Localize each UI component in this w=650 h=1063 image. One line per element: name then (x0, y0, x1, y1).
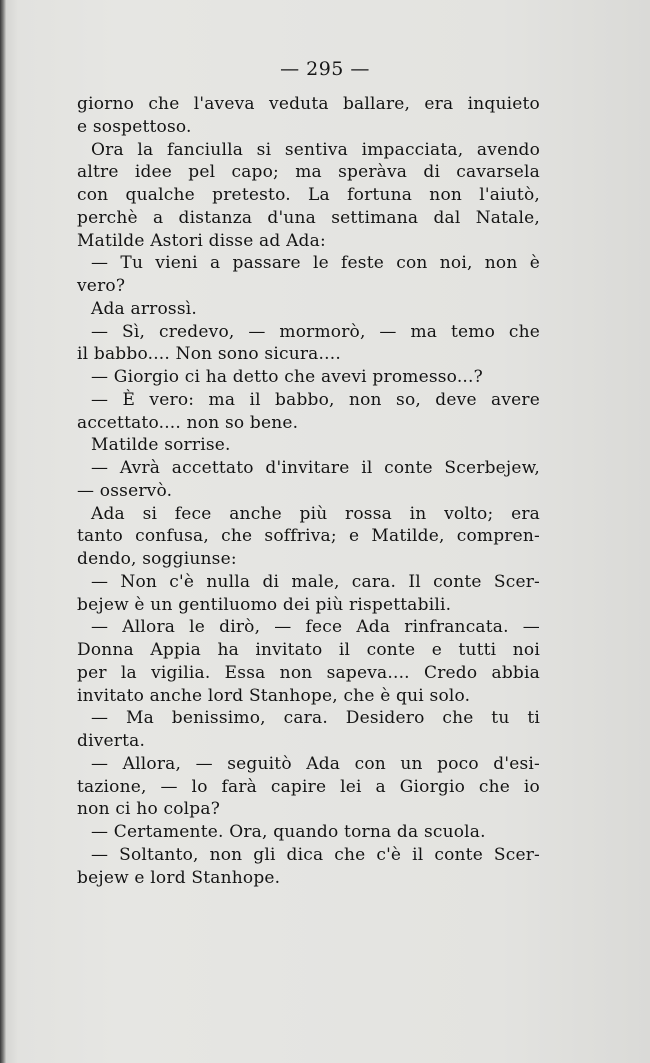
text-line: con qualche pretesto. La fortuna non l'aiutò, (77, 185, 540, 205)
text-line: — Soltanto, non gli dica che c'è il conte Scer- (91, 844, 540, 865)
text-line: — Ma benissimo, cara. Desidero che tu ti (91, 708, 540, 729)
text-line: giorno che l'aveva veduta ballare, era inquieto (77, 94, 540, 114)
text-line: bejew e lord Stanhope. (77, 867, 281, 888)
page-number: — 295 — (280, 58, 370, 80)
text-line: accettato.... non so bene. (77, 412, 299, 433)
text-line: Ora la fanciulla si sentiva impacciata, avendo (91, 139, 540, 160)
text-line: — Non c'è nulla di male, cara. Il conte Scer- (91, 571, 540, 592)
text-line: tanto confusa, che soffriva; e Matilde, compren- (77, 526, 540, 547)
text-line: — È vero: ma il babbo, non so, deve avere (91, 389, 540, 410)
text-line: — Avrà accettato d'invitare il conte Scerbejew, (91, 458, 540, 478)
text-line: Ada arrossì. (91, 298, 198, 319)
body-text (77, 93, 540, 889)
text-line: Ada si fece anche più rossa in volto; era (91, 503, 540, 524)
text-line: altre idee pel capo; ma speràva di cavarsela (77, 162, 540, 183)
text-line: tazione, — lo farà capire lei a Giorgio che io (77, 776, 540, 797)
text-line: per la vigilia. Essa non sapeva.... Credo abbia (77, 662, 540, 683)
text-line: il babbo.... Non sono sicura.... (77, 344, 341, 365)
text-line: Donna Appia ha invitato il conte e tutti noi (77, 640, 540, 660)
text-line: perchè a distanza d'una settimana dal Natale, (77, 207, 540, 228)
text-line: — Certamente. Ora, quando torna da scuola. (91, 822, 486, 842)
text-line: non ci ho colpa? (77, 799, 221, 820)
page-binding-edge (0, 0, 6, 1063)
text-line: — Allora le dirò, — fece Ada rinfrancata. — (91, 617, 540, 638)
text-line: bejew è un gentiluomo dei più rispettabili. (77, 594, 452, 615)
text-line: — Giorgio ci ha detto che avevi promesso...? (91, 367, 483, 387)
text-line: diverta. (77, 731, 146, 751)
text-line: — Allora, — seguitò Ada con un poco d'esi- (91, 753, 540, 774)
text-line: invitato anche lord Stanhope, che è qui solo. (77, 685, 471, 706)
text-line: Matilde sorrise. (91, 435, 231, 456)
text-line: e sospettoso. (77, 116, 192, 137)
text-line: — Sì, credevo, — mormorò, — ma temo che (91, 321, 540, 342)
text-line: — Tu vieni a passare le feste con noi, non è (91, 253, 540, 274)
text-line: Matilde Astori disse ad Ada: (77, 230, 326, 251)
text-line: dendo, soggiunse: (77, 549, 237, 569)
text-line: vero? (77, 276, 126, 296)
text-line: — osservò. (77, 480, 173, 501)
